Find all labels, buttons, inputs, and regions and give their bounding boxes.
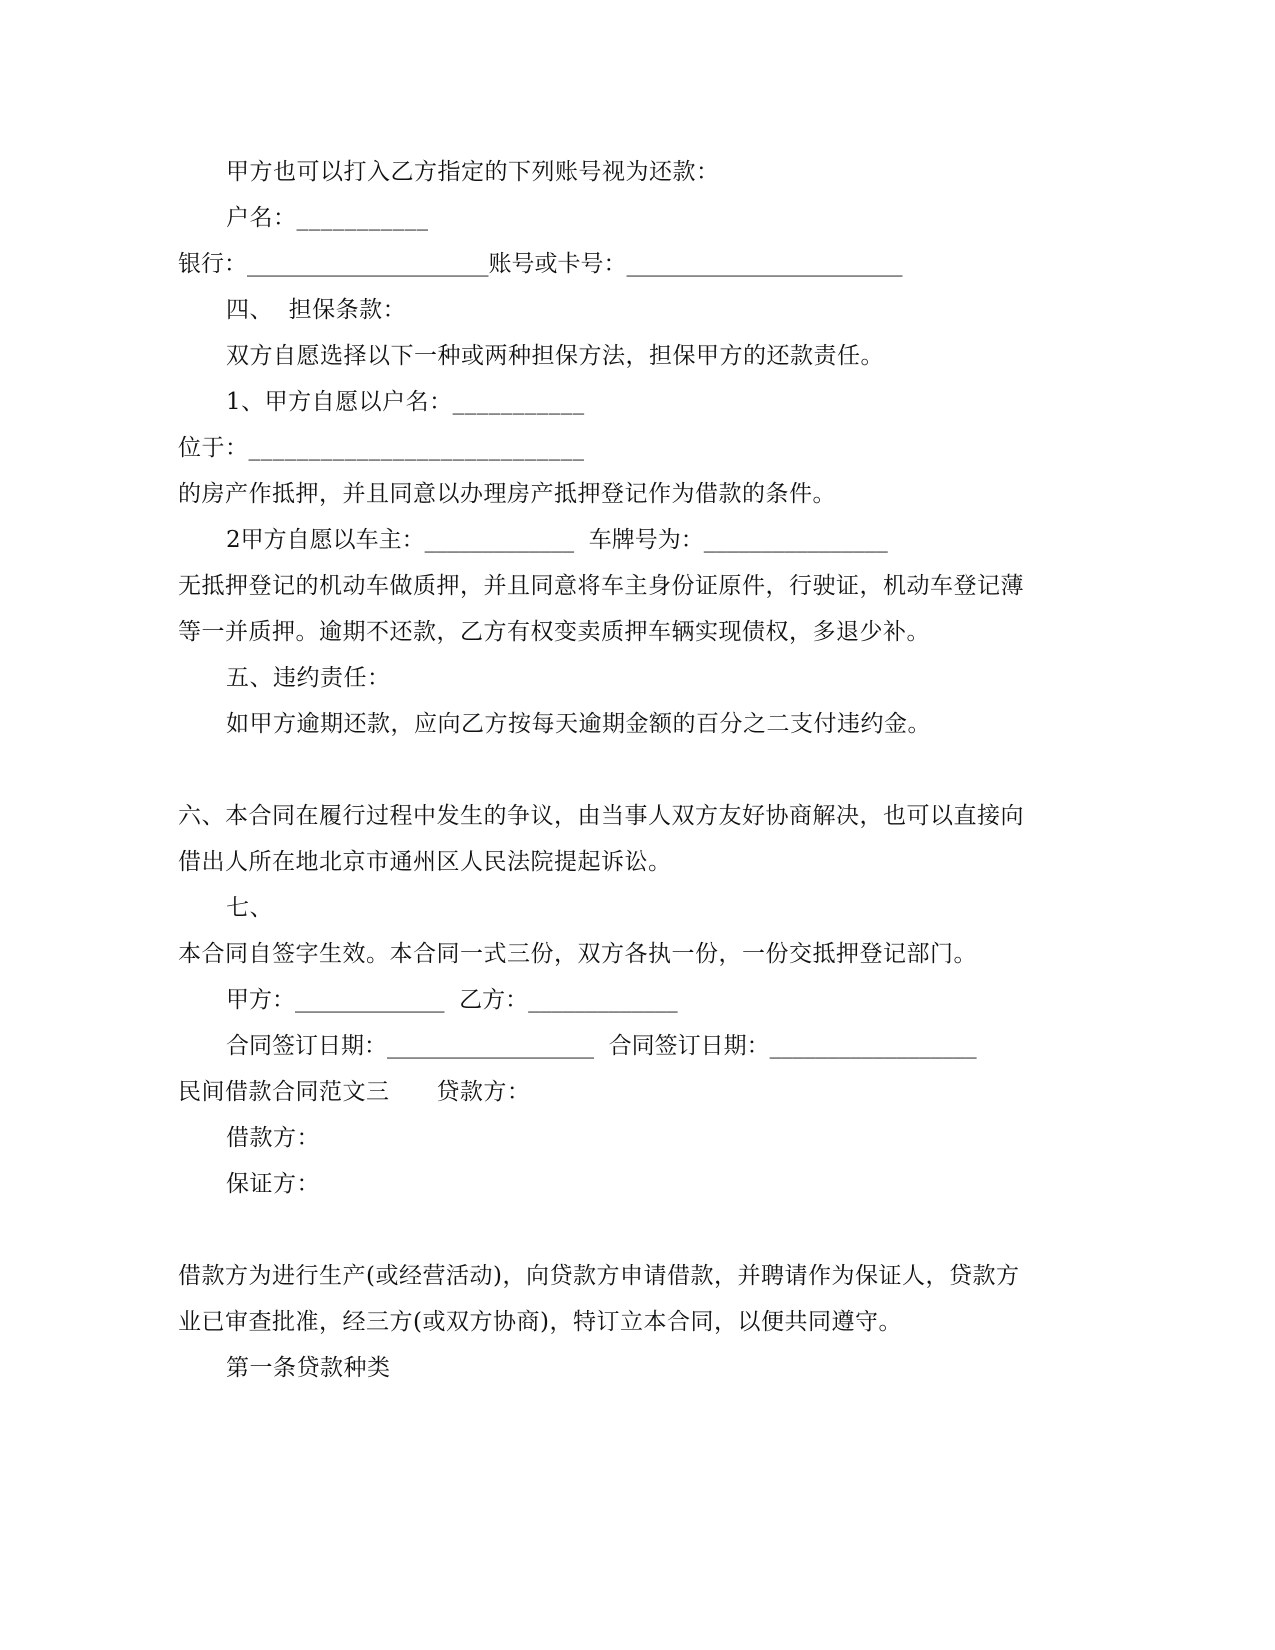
section-heading-breach: 五、违约责任： <box>226 665 391 691</box>
line-preamble-2: 业已审查批准，经三方(或双方协商)，特订立本合同，以便共同遵守。 <box>178 1309 902 1335</box>
line-signatures: 甲方：_____________ 乙方：_____________ <box>226 987 678 1013</box>
line-guarantee-intro: 双方自愿选择以下一种或两种担保方法，担保甲方的还款责任。 <box>226 343 884 369</box>
line-vehicle-pledge-2: 等一并质押。逾期不还款，乙方有权变卖质押车辆实现债权，多退少补。 <box>178 619 930 645</box>
line-effective: 本合同自签字生效。本合同一式三份，双方各执一份，一份交抵押登记部门。 <box>178 941 977 967</box>
line-dispute-1: 六、本合同在履行过程中发生的争议，由当事人双方友好协商解决，也可以直接向 <box>178 803 1024 829</box>
line-sign-dates: 合同签订日期：__________________ 合同签订日期：__________________ <box>226 1033 977 1059</box>
line-property-location: 位于：____________________________ <box>178 435 585 461</box>
section-heading-seven: 七、 <box>226 895 273 921</box>
line-bank-account: 银行：_____________________账号或卡号：________________________ <box>178 251 903 277</box>
line-repay-account-intro: 甲方也可以打入乙方指定的下列账号视为还款： <box>226 159 720 185</box>
line-borrower: 借款方： <box>226 1125 320 1151</box>
section-heading-article-one: 第一条贷款种类 <box>226 1355 391 1381</box>
line-vehicle-pledge-1: 无抵押登记的机动车做质押，并且同意将车主身份证原件，行驶证，机动车登记薄 <box>178 573 1024 599</box>
line-template-three-lender: 民间借款合同范文三 贷款方： <box>178 1079 531 1105</box>
line-vehicle-owner: 2甲方自愿以车主：_____________ 车牌号为：________________ <box>226 527 888 553</box>
section-heading-guarantee: 四、 担保条款： <box>226 297 407 323</box>
line-property-mortgage: 的房产作抵押，并且同意以办理房产抵押登记作为借款的条件。 <box>178 481 836 507</box>
line-dispute-2: 借出人所在地北京市通州区人民法院提起诉讼。 <box>178 849 672 875</box>
line-guarantor: 保证方： <box>226 1171 320 1197</box>
line-breach-penalty: 如甲方逾期还款，应向乙方按每天逾期金额的百分之二支付违约金。 <box>226 711 931 737</box>
line-property-owner: 1、甲方自愿以户名：___________ <box>226 389 585 415</box>
line-account-name: 户名：___________ <box>226 205 429 231</box>
line-preamble-1: 借款方为进行生产(或经营活动)，向贷款方申请借款，并聘请作为保证人，贷款方 <box>178 1263 1020 1289</box>
